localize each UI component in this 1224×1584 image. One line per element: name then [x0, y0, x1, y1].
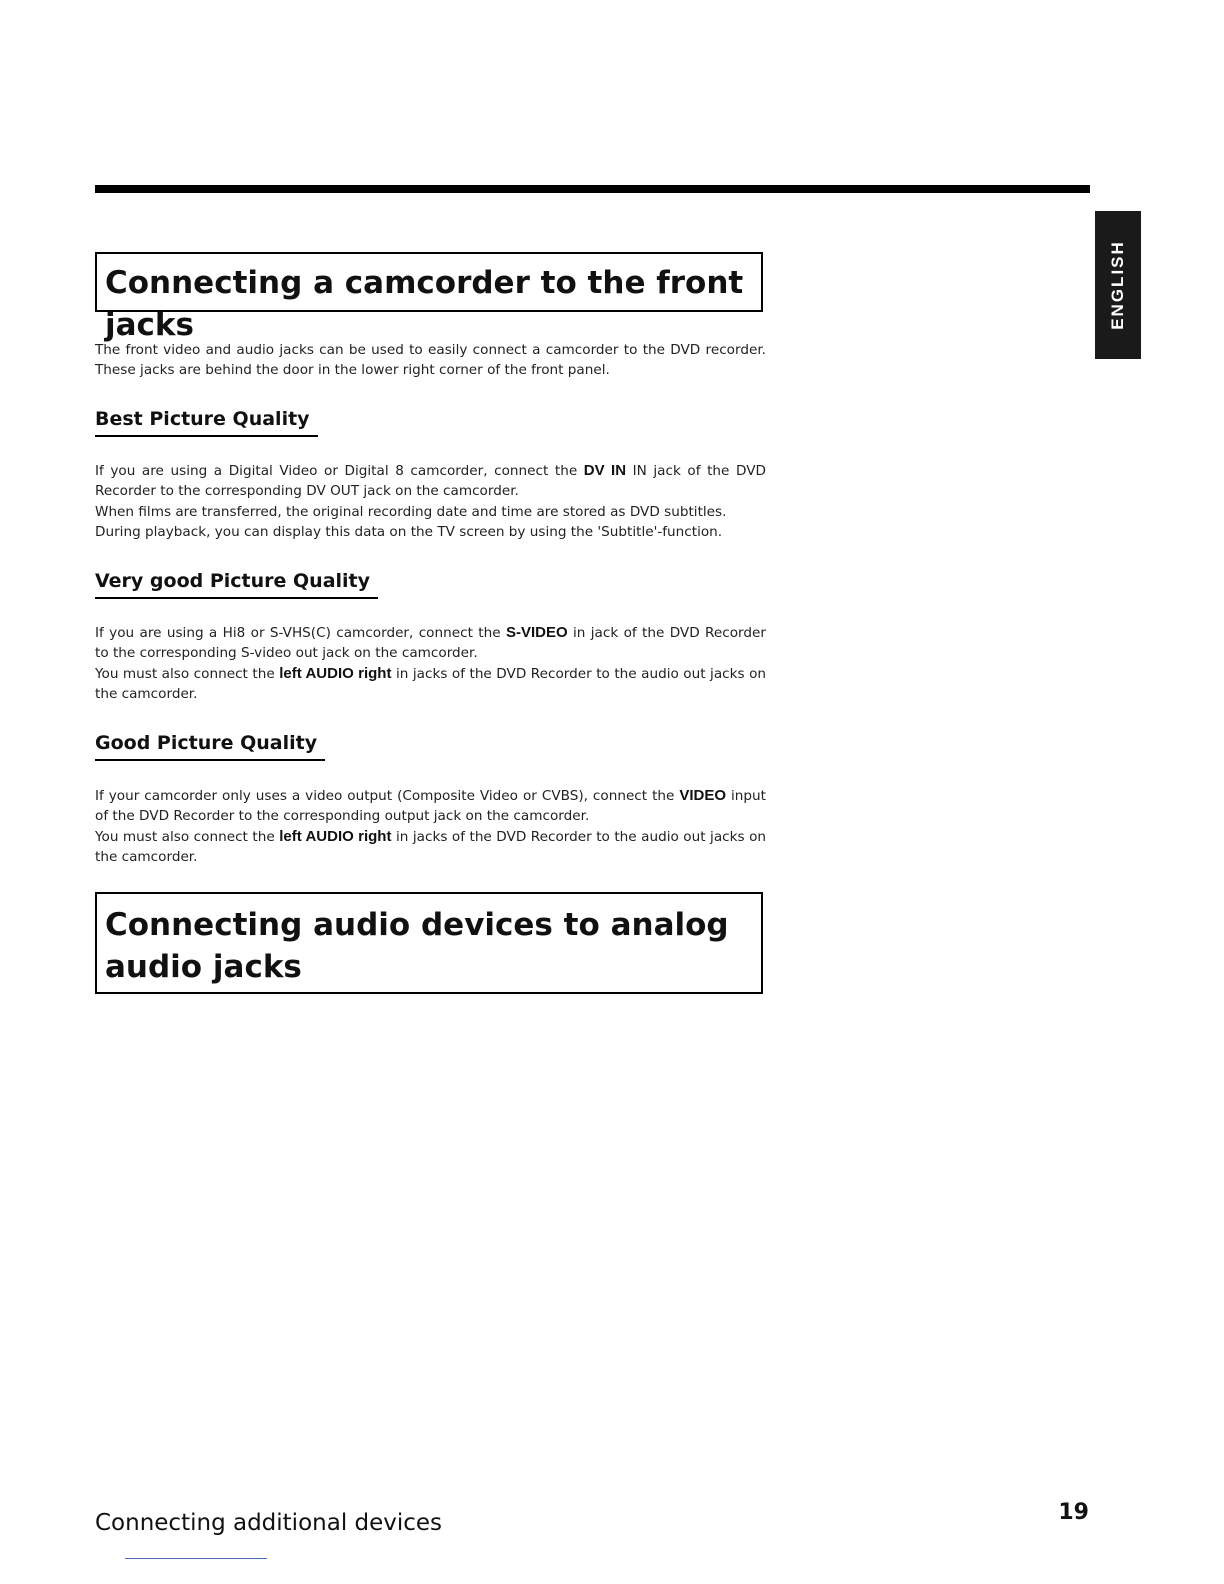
good-quality-body [95, 786, 766, 868]
intro-paragraph [95, 340, 766, 381]
language-tab [1095, 211, 1141, 359]
good-p2-text-b: in jacks of the DVD Recorder to the audio out jacks on the camcorder. [95, 828, 767, 866]
good-p1-text-b: input of the DVD Recorder to the corresponding output jack on the camcorder. [95, 788, 766, 825]
best-quality-p2: When films are transferred, the original recording date and time are stored as DVD subtitles. [95, 503, 727, 520]
audio-keyword-2: left AUDIO right [279, 827, 392, 845]
best-quality-body [95, 461, 766, 543]
best-quality-p3: During playback, you can display this data on the TV screen by using the 'Subtitle'-function. [95, 524, 723, 541]
best-p1-text-a: If you are using a Digital Video or Digital 8 camcorder, connect the [95, 463, 584, 479]
good-p2-text-a: You must also connect the [95, 828, 280, 845]
footer-chapter-title: Connecting additional devices [95, 1510, 443, 1536]
dv-in-keyword: DV IN [583, 462, 627, 479]
heading-best-quality: Best Picture Quality [95, 406, 318, 437]
heading-good-quality: Good Picture Quality [95, 730, 325, 761]
very-good-p2-text-a: You must also connect the [95, 665, 280, 682]
very-good-p1-text-a: If you are using a Hi8 or S-VHS(C) camcorder, connect the [95, 625, 506, 641]
very-good-p2 [95, 664, 766, 705]
very-good-p2-text-b: in jacks of the DVD Recorder to the audio out jacks on the camcorder. [95, 665, 767, 703]
good-p1 [95, 786, 766, 827]
page-number: 19 [1058, 1500, 1089, 1525]
very-good-quality-body [95, 623, 766, 705]
section-title-audio-devices: Connecting audio devices to analog audio jacks [95, 892, 763, 994]
very-good-p1-text-b: in jack of the DVD Recorder to the corresponding S-video out jack on the camcorder. [95, 625, 766, 662]
very-good-p1 [95, 623, 766, 664]
audio-keyword: left AUDIO right [279, 664, 392, 682]
intro-text: The front video and audio jacks can be used to easily connect a camcorder to the DVD recorder. These jacks are behind the door in the lower right corner of the front panel. [95, 342, 766, 379]
heading-very-good-quality: Very good Picture Quality [95, 568, 378, 599]
s-video-keyword: S-VIDEO [505, 624, 568, 641]
best-quality-p1 [95, 461, 766, 502]
best-p1-text-b: IN jack of the DVD Recorder to the corresponding DV OUT jack on the camcorder. [95, 463, 766, 500]
top-rule [95, 185, 1090, 193]
section-title-camcorder: Connecting a camcorder to the front jacks [95, 252, 763, 312]
good-p1-text-a: If your camcorder only uses a video output (Composite Video or CVBS), connect the [95, 788, 680, 804]
language-tab-label: ENGLISH [1108, 240, 1127, 330]
video-keyword: VIDEO [679, 787, 727, 804]
footer-rule [125, 1558, 267, 1559]
good-p2 [95, 827, 766, 868]
